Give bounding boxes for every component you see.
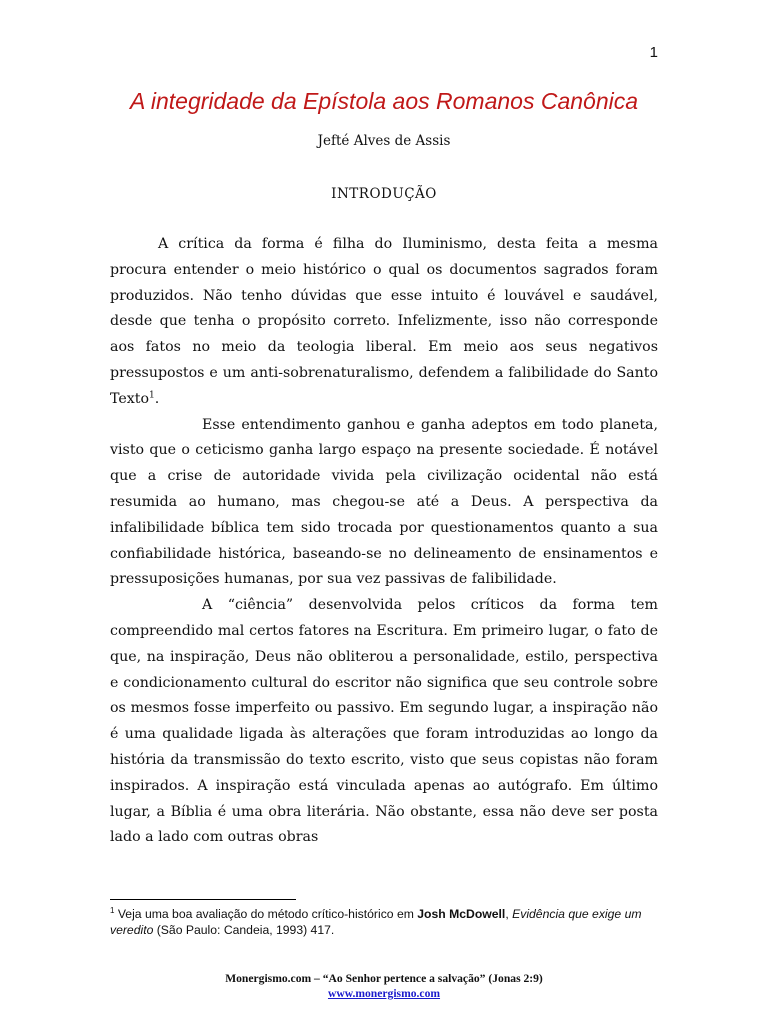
footnote-number: 1	[110, 905, 115, 915]
footnote-separator: ,	[505, 907, 513, 921]
footnote-text-after: (São Paulo: Candeia, 1993) 417.	[153, 923, 335, 937]
footer-website-link[interactable]: www.monergismo.com	[327, 987, 441, 1000]
footnote-divider	[110, 899, 296, 900]
footnote-book-title: Evidência que exige um veredito	[110, 907, 642, 937]
footer-tagline: Monergismo.com – “Ao Senhor pertence a salvação” (Jonas 2:9)	[225, 972, 543, 985]
paragraph-1: A crítica da forma é filha do Iluminismo, desta feita a mesma procura entender o meio histórico o qual os documentos sagrados foram produzidos. Não tenho dúvidas que esse intuito é louvável e saudável, desde que tenha o propósito correto. Infelizmente, isso não corresponde aos fatos no meio da teologia liberal. Em meio aos seus negativos pressupostos e um anti-sobrenaturalismo, defendem a falibilidade do Santo Texto$^1$.	[110, 236, 658, 407]
footnote-reference[interactable]: 1	[149, 390, 155, 401]
page-number: 1	[649, 44, 658, 61]
document-title: A integridade da Epístola aos Romanos Canônica	[129, 88, 639, 114]
section-heading: INTRODUÇÃO	[331, 186, 437, 202]
paragraph-3: A “ciência” desenvolvida pelos críticos da forma tem compreendido mal certos fatores na Escritura. Em primeiro lugar, o fato de que, na inspiração, Deus não obliterou a personalidade, estilo, perspectiva e condicionamento cultural do escritor não significa que seu controle sobre os mesmos fosse imperfeito ou passivo. Em segundo lugar, a inspiração não é uma qualidade ligada às alterações que foram introduzidas ao longo da história da transmissão do texto escrito, visto que seus copistas não foram inspirados. A inspiração está vinculada apenas ao autógrafo. Em último lugar, a Bíblia é uma obra literária. Não obstante, essa não deve ser posta lado a lado com outras obras	[110, 597, 658, 846]
paragraph-1-text: A crítica da forma é filha do Iluminismo, desta feita a mesma procura entender o meio histórico o qual os documentos sagrados foram produzidos. Não tenho dúvidas que esse intuito é louvável e saudável, desde que tenha o propósito correto. Infelizmente, isso não corresponde aos fatos no meio da teologia liberal. Em meio aos seus negativos pressupostos e um anti-sobrenaturalismo, defendem a falibilidade do Santo Texto	[110, 236, 658, 407]
body-text	[110, 232, 658, 851]
footnote-author: Josh McDowell	[417, 907, 506, 921]
author-name: Jefté Alves de Assis	[317, 133, 451, 149]
paragraph-2: Esse entendimento ganhou e ganha adeptos em todo planeta, visto que o ceticismo ganha largo espaço na presente sociedade. É notável que a crise de autoridade vivida pela civilização ocidental não está resumida ao humano, mas chegou-se até a Deus. A perspectiva da infalibilidade bíblica tem sido trocada por questionamentos quanto a sua confiabilidade histórica, baseando-se no delineamento de ensinamentos e pressuposições humanas, por sua vez passivas de falibilidade.	[110, 416, 658, 588]
footnote-text-before: Veja uma boa avaliação do método crítico-histórico em	[114, 907, 418, 921]
footnote	[110, 906, 658, 938]
